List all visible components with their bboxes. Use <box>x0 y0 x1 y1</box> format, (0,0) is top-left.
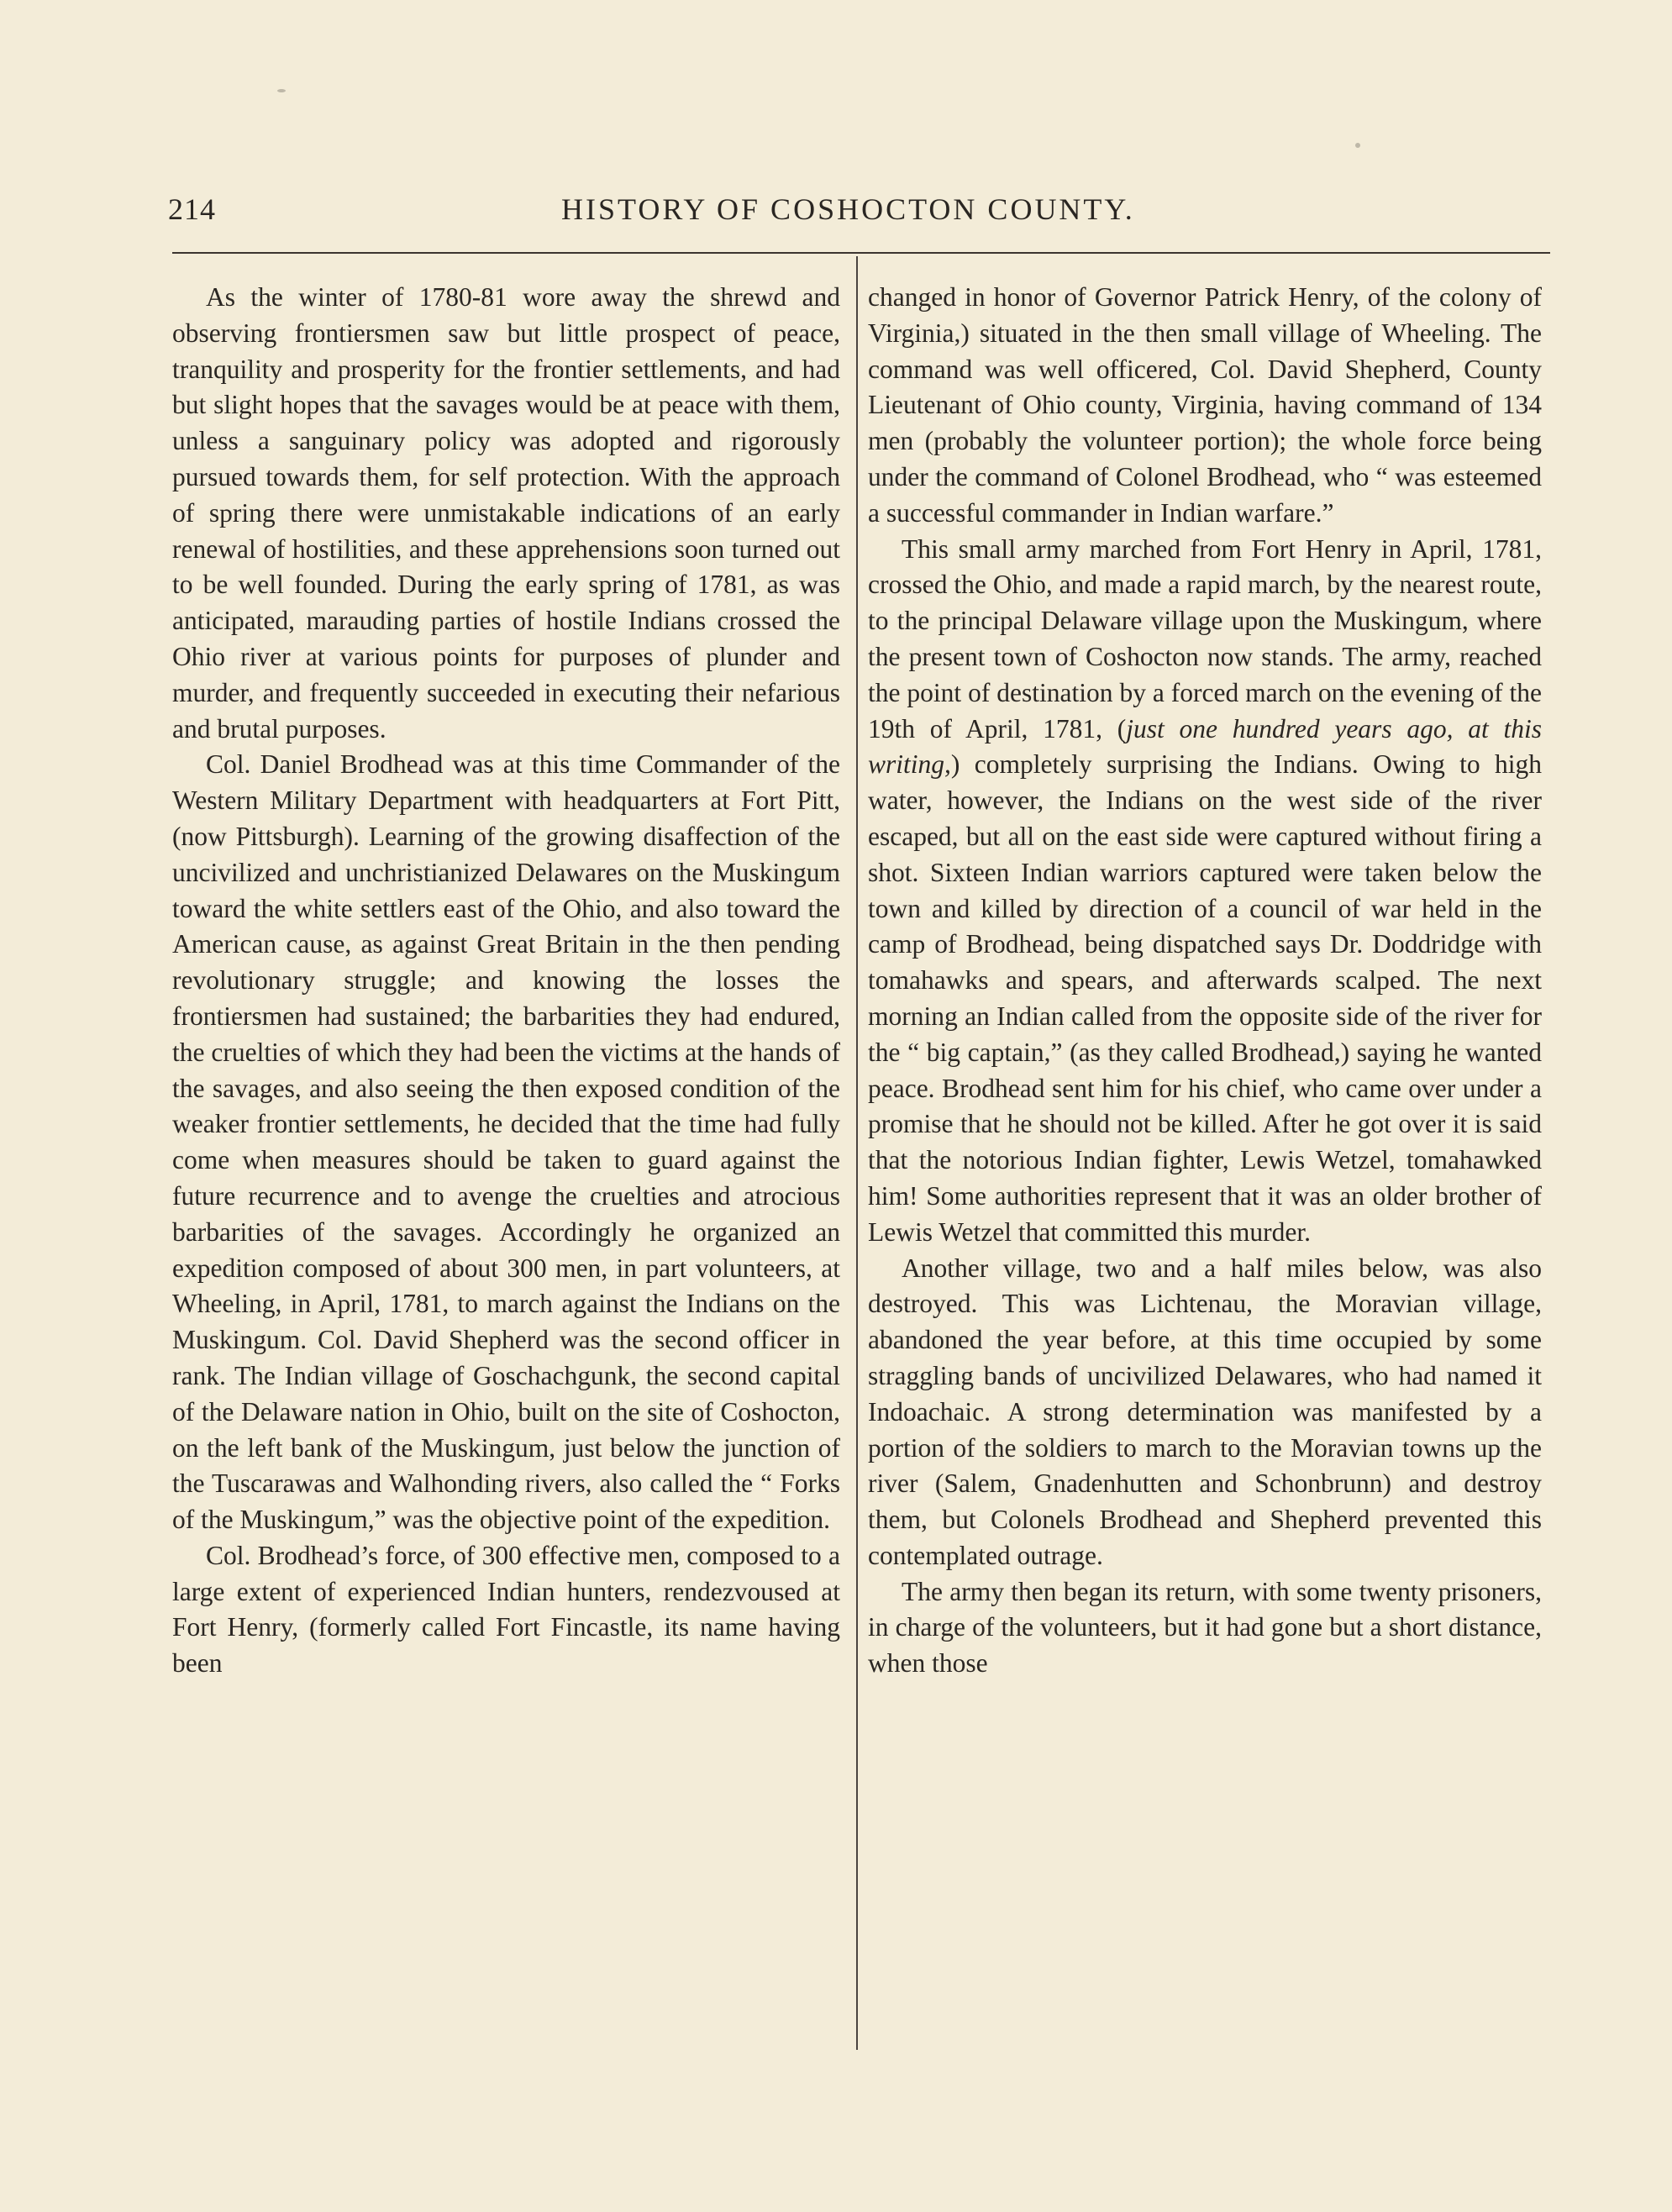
running-title: HISTORY OF COSHOCTON COUNTY. <box>561 192 1135 226</box>
paragraph <box>868 532 1542 1251</box>
paragraph: As the winter of 1780-81 wore away the shrewd and observing frontiersmen saw but little prospect of peace, tranquility and prosperity for the frontier settlements, and had but slight hopes that the savages would be at peace with them, unless a sanguinary policy was adopted and rigorously pursued towards them, for self protection. With the approach of spring there were unmistakable indications of an early renewal of hostilities, and these apprehensions soon turned out to be well founded. During the early spring of 1781, as was anticipated, marauding parties of hostile Indians crossed the Ohio river at various points for purposes of plunder and murder, and frequently succeeded in executing their nefarious and brutal purposes. <box>172 282 840 743</box>
paragraph-text: ) completely surprising the Indians. Owing to high water, however, the Indians on the west side of the river escaped, but all on the east side were captured without firing a shot. Sixteen Indian warriors captured were taken below the town and killed by direction of a council of war held in the camp of Brodhead, being dispatched says Dr. Doddridge with tomahawks and spears, and afterwards scalped. The next morning an Indian called from the opposite side of the river for the “ big captain,” (as they called Brodhead,) saying he wanted peace. Brodhead sent him for his chief, who came over under a promise that he should not be killed. After he got over it is said that the notorious Indian fighter, Lewis Wetzel, tomahawked him! Some authorities represent that it was an older brother of Lewis Wetzel that committed this murder. <box>868 749 1542 1247</box>
italic-aside: just one hundred years ago, at this writing, <box>868 713 1542 780</box>
paragraph: Another village, two and a half miles below, was also destroyed. This was Lichtenau, the Moravian village, abandoned the year before, at this time occupied by some straggling bands of uncivilized Delawares, who had named it Indoachaic. A strong determination was manifested by a portion of the soldiers to march to the Moravian towns up the river (Salem, Gnadenhutten and Schonbrunn) and destroy them, but Colonels Brodhead and Shepherd prevented this contemplated outrage. <box>868 1253 1542 1570</box>
column-divider <box>856 256 858 2050</box>
header-rule <box>172 252 1550 254</box>
page-header <box>168 192 1546 234</box>
left-column <box>172 280 840 1682</box>
right-column <box>868 280 1542 1682</box>
paragraph: Col. Brodhead’s force, of 300 effective men, composed to a large extent of experienced Indian hunters, rendezvoused at Fort Henry, (formerly called Fort Fincastle, its name having been <box>172 1540 840 1679</box>
paragraph-continuation: changed in honor of Governor Patrick Henry, of the colony of Virginia,) situated in the then small village of Wheeling. The command was well officered, Col. David Shepherd, County Lieutenant of Ohio county, Virginia, having command of 134 men (probably the volunteer portion); the whole force being under the command of Colonel Brodhead, who “ was esteemed a successful commander in Indian warfare.” <box>868 282 1542 528</box>
paragraph: The army then began its return, with some twenty prisoners, in charge of the volunteers, but it had gone but a short distance, when those <box>868 1576 1542 1679</box>
paper-speck <box>277 89 286 92</box>
page-number: 214 <box>168 192 216 226</box>
paragraph-text: This small army marched from Fort Henry in April, 1781, crossed the Ohio, and made a rapid march, by the nearest route, to the principal Delaware village upon the Muskingum, where the present town of Coshocton now stands. The army, reached the point of destination by a forced march on the evening of the 19th of April, 1781, ( <box>868 533 1542 743</box>
paragraph: Col. Daniel Brodhead was at this time Commander of the Western Military Department with headquarters at Fort Pitt, (now Pittsburgh). Learning of the growing disaffection of the uncivilized and unchristianized Delawares on the Muskingum toward the white settlers east of the Ohio, and also toward the American cause, as against Great Britain in the then pending revolutionary struggle; and knowing the losses the frontiersmen had sustained; the barbarities they had endured, the cruelties of which they had been the victims at the hands of the savages, and also seeing the then exposed condition of the weaker frontier settlements, he decided that the time had fully come when measures should be taken to guard against the future recurrence and to avenge the cruelties and atrocious barbarities of the savages. Accordingly he organized an expedition composed of about 300 men, in part volunteers, at Wheeling, in April, 1781, to march against the Indians on the Muskingum. Col. David Shepherd was the second officer in rank. The Indian village of Goschachgunk, the second capital of the Delaware nation in Ohio, built on the site of Coshocton, on the left bank of the Muskingum, just below the junction of the Tuscarawas and Walhonding rivers, also called the “ Forks of the Muskingum,” was the objective point of the expedition. <box>172 749 840 1535</box>
paper-speck <box>1355 143 1360 148</box>
